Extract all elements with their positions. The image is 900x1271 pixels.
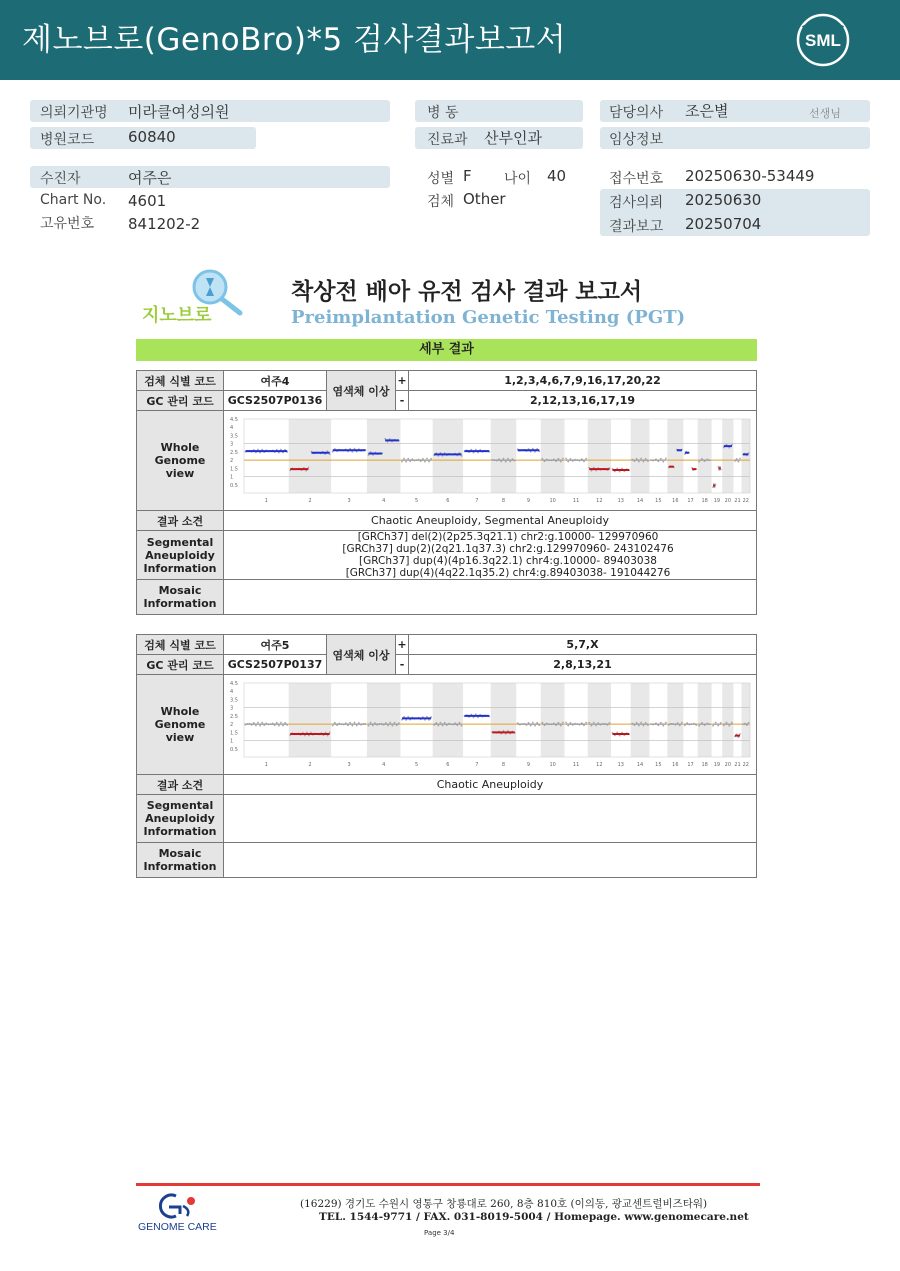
finding-value: Chaotic Aneuploidy xyxy=(224,775,757,795)
copy-number-point xyxy=(534,724,536,726)
segmental-entry: [GRCh37] dup(4)(4p16.3q22.1) chr4:g.10000- 89403038 xyxy=(359,555,657,567)
sml-logo-text: SML xyxy=(805,31,841,50)
copy-number-point xyxy=(640,457,642,459)
loss-sign: - xyxy=(396,391,409,411)
copy-number-point xyxy=(636,457,638,459)
mosaic-label xyxy=(137,580,224,615)
copy-number-point xyxy=(567,460,569,462)
gc-code-label: GC 관리 코드 xyxy=(137,391,224,411)
copy-number-point xyxy=(717,724,719,726)
segmental-label-line: Information xyxy=(143,825,217,838)
x-tick-label: 20 xyxy=(724,497,732,504)
gain-chromosomes: 5,7,X xyxy=(409,635,757,655)
whole-genome-label-line: Genome xyxy=(154,454,206,467)
copy-number-point xyxy=(679,724,681,726)
sample-result-table-1 xyxy=(136,370,757,615)
x-tick-label: 11 xyxy=(572,497,580,504)
gain-chromosomes: 1,2,3,4,6,7,9,16,17,20,22 xyxy=(409,371,757,391)
copy-number-point xyxy=(583,724,585,726)
y-tick-label: 2.5 xyxy=(230,449,238,456)
sample-id-value: 여주4 xyxy=(224,371,327,391)
sample-id-label: 검체 식별 코드 xyxy=(137,635,224,655)
copy-number-point xyxy=(585,721,587,723)
x-tick-label: 13 xyxy=(617,761,625,768)
copy-number-point xyxy=(530,724,532,726)
y-tick-label: 2 xyxy=(230,457,234,464)
copy-number-point xyxy=(407,457,409,459)
gain-sign: + xyxy=(396,635,409,655)
copy-number-point xyxy=(701,457,703,459)
gc-code-value: GCS2507P0137 xyxy=(224,655,327,675)
x-tick-label: 6 xyxy=(446,761,450,768)
segmental-label-line: Segmental xyxy=(146,799,214,812)
y-tick-label: 4 xyxy=(230,688,234,695)
y-tick-label: 1 xyxy=(230,474,234,481)
copy-number-point xyxy=(507,457,509,459)
copy-number-point xyxy=(541,721,543,723)
copy-number-point xyxy=(444,721,446,723)
y-tick-label: 1.5 xyxy=(230,465,238,472)
x-tick-label: 9 xyxy=(526,497,531,504)
copy-number-point xyxy=(461,724,463,726)
mosaic-label-line: Mosaic xyxy=(158,584,202,597)
y-tick-label: 3.5 xyxy=(230,696,238,703)
copy-number-point xyxy=(557,457,559,459)
mosaic-label-line: Information xyxy=(143,860,217,873)
x-tick-label: 19 xyxy=(713,497,721,504)
copy-number-point xyxy=(459,721,461,723)
chromosome-band xyxy=(667,683,683,757)
copy-number-point xyxy=(712,724,714,726)
whole-genome-label-line: view xyxy=(165,467,195,480)
gc-code-label: GC 관리 코드 xyxy=(137,655,224,675)
x-tick-label: 21 xyxy=(734,761,741,768)
patient-value: 여주은 xyxy=(128,169,172,187)
x-tick-label: 13 xyxy=(617,497,625,504)
patient-bar xyxy=(30,166,390,188)
copy-number-point xyxy=(585,457,587,459)
copy-number-point xyxy=(387,724,389,726)
x-tick-label: 10 xyxy=(549,497,556,504)
mosaic-label-line: Mosaic xyxy=(158,847,202,860)
x-tick-label: 22 xyxy=(742,497,749,504)
segmental-label-line: Segmental xyxy=(146,535,214,549)
chromosome-band xyxy=(433,683,463,757)
whole-genome-plot-cell xyxy=(224,675,757,775)
chromosome-band xyxy=(367,419,401,493)
y-tick-label: 4.5 xyxy=(230,416,238,423)
doctor-value: 조은별 xyxy=(685,102,729,120)
dept-value: 산부인과 xyxy=(484,129,542,147)
copy-number-point xyxy=(728,724,730,726)
copy-number-point xyxy=(643,460,645,462)
sex-value: F xyxy=(463,167,472,185)
copy-number-point xyxy=(442,724,444,726)
copy-number-point xyxy=(660,721,662,723)
copy-number-point xyxy=(645,721,647,723)
patient-label: 수진자 xyxy=(40,171,81,187)
copy-number-point xyxy=(280,721,282,723)
finding-label: 결과 소견 xyxy=(137,775,224,795)
x-tick-label: 22 xyxy=(742,761,749,768)
doctor-label: 담당의사 xyxy=(609,105,664,121)
finding-label: 결과 소견 xyxy=(137,511,224,531)
segmental-entry: [GRCh37] dup(2)(2q21.1q37.3) chr2:g.129970960- 243102476 xyxy=(342,543,674,555)
x-tick-label: 4 xyxy=(382,497,386,504)
request-label: 검사의뢰 xyxy=(609,195,664,211)
copy-number-point xyxy=(409,460,411,462)
institution-value: 미라클여성의원 xyxy=(128,103,230,121)
copy-number-point xyxy=(401,460,403,462)
y-tick-label: 3 xyxy=(230,705,234,712)
copy-number-point xyxy=(422,457,424,459)
specimen-label: 검체 xyxy=(427,194,455,210)
footer-address: (16229) 경기도 수원시 영통구 창룡대로 260, 8층 810호 (이의동, 광교센트럴비즈타워) xyxy=(300,1198,708,1210)
age-value: 40 xyxy=(547,167,567,185)
copy-number-point xyxy=(562,721,564,723)
hospital-code-value: 60840 xyxy=(128,128,176,146)
chromosome-band xyxy=(289,419,331,493)
report-label: 결과보고 xyxy=(609,219,664,235)
copy-number-point xyxy=(426,457,428,459)
copy-number-point xyxy=(698,724,700,726)
copy-number-point xyxy=(372,724,374,726)
x-tick-label: 15 xyxy=(655,497,662,504)
chromosome-band xyxy=(491,419,516,493)
x-tick-label: 8 xyxy=(501,761,506,768)
specimen-value: Other xyxy=(463,190,506,208)
chromosome-band xyxy=(742,683,750,757)
x-tick-label: 9 xyxy=(526,761,531,768)
segmental-entry: [GRCh37] del(2)(2p25.3q21.1) chr2:g.10000- 129970960 xyxy=(357,531,659,543)
segmental-label-line: Aneuploidy xyxy=(145,812,215,825)
copy-number-point xyxy=(583,460,585,462)
segmental-entry: [GRCh37] dup(4)(4q22.1q35.2) chr4:g.89403038- 191044276 xyxy=(345,567,671,579)
gc-code-value: GCS2507P0136 xyxy=(224,391,327,411)
x-tick-label: 15 xyxy=(655,761,662,768)
age-label: 나이 xyxy=(504,171,532,187)
chromosome-band xyxy=(541,683,565,757)
y-tick-label: 1 xyxy=(230,738,234,745)
copy-number-point xyxy=(748,721,750,723)
x-tick-label: 16 xyxy=(672,497,679,504)
mosaic-label xyxy=(137,843,224,878)
chromosome-band xyxy=(588,419,611,493)
x-tick-label: 14 xyxy=(636,761,644,768)
x-tick-label: 12 xyxy=(596,761,603,768)
dept-label: 진료과 xyxy=(427,132,468,148)
x-tick-label: 11 xyxy=(572,761,580,768)
whole-genome-label xyxy=(137,411,224,511)
loss-chromosomes: 2,8,13,21 xyxy=(409,655,757,675)
x-tick-label: 17 xyxy=(687,761,694,768)
copy-number-point xyxy=(640,721,642,723)
chrom-abn-label: 염색체 이상 xyxy=(327,371,396,411)
copy-number-point xyxy=(347,724,349,726)
y-tick-label: 1.5 xyxy=(230,729,238,736)
genobro-logo-text: 지노브로 xyxy=(142,305,212,326)
section-title: 세부 결과 xyxy=(136,339,757,361)
x-tick-label: 19 xyxy=(713,761,721,768)
copy-number-point xyxy=(560,460,562,462)
copy-number-point xyxy=(500,460,502,462)
y-tick-label: 3 xyxy=(230,441,234,448)
genobro-logo xyxy=(140,265,252,327)
chromosome-band xyxy=(742,419,750,493)
request-value: 20250630 xyxy=(685,191,762,209)
footer-divider xyxy=(136,1183,760,1186)
report-title: 제노브로(GenoBro)*5 검사결과보고서 xyxy=(22,22,567,58)
mosaic-label-line: Information xyxy=(143,597,217,610)
copy-number-point xyxy=(701,721,703,723)
chromosome-band xyxy=(289,683,331,757)
chromosome-band xyxy=(433,419,463,493)
copy-number-point xyxy=(332,724,334,726)
copy-number-point xyxy=(392,724,394,726)
sml-logo xyxy=(794,12,852,68)
whole-genome-label-line: view xyxy=(165,731,195,744)
copy-number-point xyxy=(715,721,717,723)
copy-number-point xyxy=(536,721,538,723)
copy-number-point xyxy=(698,460,700,462)
copy-number-point xyxy=(593,721,595,723)
chromosome-band xyxy=(631,419,650,493)
x-tick-label: 3 xyxy=(347,497,351,504)
chromosome-band xyxy=(722,419,733,493)
x-tick-label: 14 xyxy=(636,497,644,504)
copy-number-point xyxy=(503,457,505,459)
copy-number-point xyxy=(509,460,511,462)
y-tick-label: 4 xyxy=(230,424,234,431)
segmental-value xyxy=(224,531,757,580)
loss-chromosomes: 2,12,13,16,17,19 xyxy=(409,391,757,411)
reception-label: 접수번호 xyxy=(609,171,664,187)
copy-number-point xyxy=(437,724,439,726)
copy-number-point xyxy=(403,457,405,459)
copy-number-point xyxy=(505,460,507,462)
copy-number-point xyxy=(259,724,261,726)
x-tick-label: 8 xyxy=(501,497,506,504)
y-tick-label: 2 xyxy=(230,721,234,728)
doctor-suffix: 선생님 xyxy=(809,107,841,120)
copy-number-point xyxy=(557,721,559,723)
chromosome-band xyxy=(631,683,650,757)
copy-number-point xyxy=(737,460,739,462)
copy-number-point xyxy=(354,721,356,723)
unique-label: 고유번호 xyxy=(40,216,95,232)
chromosome-band xyxy=(698,683,712,757)
x-tick-label: 2 xyxy=(308,497,312,504)
hospital-code-label: 병원코드 xyxy=(40,132,95,148)
y-tick-label: 0.5 xyxy=(230,482,238,489)
finding-value: Chaotic Aneuploidy, Segmental Aneuploidy xyxy=(224,511,757,531)
whole-genome-label-line: Whole xyxy=(160,705,200,718)
mosaic-value xyxy=(224,580,757,615)
copy-number-point xyxy=(665,721,667,723)
sex-label: 성별 xyxy=(427,171,455,187)
unique-value: 841202-2 xyxy=(128,215,201,233)
x-tick-label: 5 xyxy=(414,497,419,504)
copy-number-point xyxy=(739,457,741,459)
sample-result-table-2 xyxy=(136,634,757,878)
genome-care-logo xyxy=(138,1192,228,1234)
y-tick-label: 2.5 xyxy=(230,713,238,720)
copy-number-point xyxy=(278,724,280,726)
copy-number-point xyxy=(389,721,391,723)
copy-number-point xyxy=(726,721,728,723)
reception-value: 20250630-53449 xyxy=(685,167,815,185)
copy-number-point xyxy=(405,460,407,462)
x-tick-label: 20 xyxy=(724,761,732,768)
x-tick-label: 10 xyxy=(549,761,556,768)
sample-id-label: 검체 식별 코드 xyxy=(137,371,224,391)
chromosome-band xyxy=(367,683,401,757)
y-tick-label: 0.5 xyxy=(230,746,238,753)
clinical-label: 임상정보 xyxy=(609,132,664,148)
institution-label: 의뢰기관명 xyxy=(40,105,108,121)
x-tick-label: 7 xyxy=(475,761,479,768)
segmental-label xyxy=(137,531,224,580)
copy-number-point xyxy=(684,724,686,726)
whole-genome-label xyxy=(137,675,224,775)
loss-sign: - xyxy=(396,655,409,675)
y-tick-label: 4.5 xyxy=(230,680,238,687)
report-header xyxy=(0,0,900,80)
copy-number-point xyxy=(662,460,664,462)
copy-number-point xyxy=(282,724,284,726)
gain-sign: + xyxy=(396,371,409,391)
chart-label: Chart No. xyxy=(40,192,107,208)
x-tick-label: 7 xyxy=(475,497,479,504)
copy-number-point xyxy=(284,721,286,723)
copy-number-point xyxy=(532,721,534,723)
x-tick-label: 18 xyxy=(701,497,708,504)
whole-genome-plot xyxy=(228,679,754,771)
whole-genome-label-line: Genome xyxy=(154,718,206,731)
copy-number-point xyxy=(424,460,426,462)
x-tick-label: 5 xyxy=(414,761,419,768)
segmental-value xyxy=(224,795,757,843)
copy-number-point xyxy=(334,721,336,723)
segmental-label xyxy=(137,795,224,843)
x-tick-label: 6 xyxy=(446,497,450,504)
report-title-english: Preimplantation Genetic Testing (PGT) xyxy=(291,307,686,328)
copy-number-point xyxy=(645,457,647,459)
copy-number-point xyxy=(435,721,437,723)
x-tick-label: 1 xyxy=(264,761,268,768)
copy-number-point xyxy=(351,724,353,726)
chart-value: 4601 xyxy=(128,192,167,210)
ward-label: 병 동 xyxy=(427,105,459,121)
copy-number-point xyxy=(588,721,590,723)
copy-number-point xyxy=(662,724,664,726)
chromosome-band xyxy=(491,683,516,757)
copy-number-point xyxy=(565,721,567,723)
copy-number-point xyxy=(428,460,430,462)
copy-number-point xyxy=(731,721,733,723)
x-tick-label: 17 xyxy=(687,497,694,504)
chromosome-band xyxy=(722,683,733,757)
segmental-label-line: Aneuploidy xyxy=(145,548,215,562)
copy-number-point xyxy=(349,721,351,723)
page-number: Page 3/4 xyxy=(424,1229,455,1237)
footer-contact: TEL. 1544-9771 / FAX. 031-8019-5004 / Homepage. www.genomecare.net xyxy=(319,1211,749,1223)
copy-number-point xyxy=(430,457,432,459)
copy-number-point xyxy=(255,724,257,726)
chrom-abn-label: 염색체 이상 xyxy=(327,635,396,675)
x-tick-label: 1 xyxy=(264,497,268,504)
copy-number-point xyxy=(681,721,683,723)
copy-number-point xyxy=(723,724,725,726)
copy-number-point xyxy=(595,724,597,726)
report-value: 20250704 xyxy=(685,215,762,233)
chromosome-band xyxy=(541,419,565,493)
copy-number-point xyxy=(660,457,662,459)
copy-number-point xyxy=(665,457,667,459)
copy-number-point xyxy=(560,724,562,726)
chromosome-band xyxy=(667,419,683,493)
x-tick-label: 16 xyxy=(672,761,679,768)
sample-id-value: 여주5 xyxy=(224,635,327,655)
x-tick-label: 4 xyxy=(382,761,386,768)
x-tick-label: 21 xyxy=(734,497,741,504)
whole-genome-plot-cell xyxy=(224,411,757,511)
chromosome-band xyxy=(588,683,611,757)
copy-number-point xyxy=(567,724,569,726)
copy-number-point xyxy=(368,724,370,726)
copy-number-point xyxy=(276,721,278,723)
x-tick-label: 2 xyxy=(308,761,312,768)
y-tick-label: 3.5 xyxy=(230,432,238,439)
copy-number-point xyxy=(440,721,442,723)
x-tick-label: 12 xyxy=(596,497,603,504)
mosaic-value xyxy=(224,843,757,878)
copy-number-point xyxy=(638,724,640,726)
copy-number-point xyxy=(638,460,640,462)
segmental-label-line: Information xyxy=(143,561,217,575)
copy-number-point xyxy=(565,457,567,459)
copy-number-point xyxy=(257,721,259,723)
copy-number-point xyxy=(562,457,564,459)
copy-number-point xyxy=(570,721,572,723)
copy-number-point xyxy=(541,457,543,459)
report-title-korean: 착상전 배아 유전 검사 결과 보고서 xyxy=(291,279,643,305)
whole-genome-plot xyxy=(228,415,754,507)
copy-number-point xyxy=(643,724,645,726)
copy-number-point xyxy=(261,721,263,723)
chromosome-band xyxy=(698,419,712,493)
whole-genome-label-line: Whole xyxy=(160,441,200,454)
genome-care-logo-text: GENOME CARE xyxy=(138,1221,217,1233)
copy-number-point xyxy=(356,724,358,726)
copy-number-point xyxy=(370,721,372,723)
copy-number-point xyxy=(570,457,572,459)
copy-number-point xyxy=(591,724,593,726)
x-tick-label: 18 xyxy=(701,761,708,768)
x-tick-label: 3 xyxy=(347,761,351,768)
copy-number-point xyxy=(394,721,396,723)
copy-number-point xyxy=(636,721,638,723)
